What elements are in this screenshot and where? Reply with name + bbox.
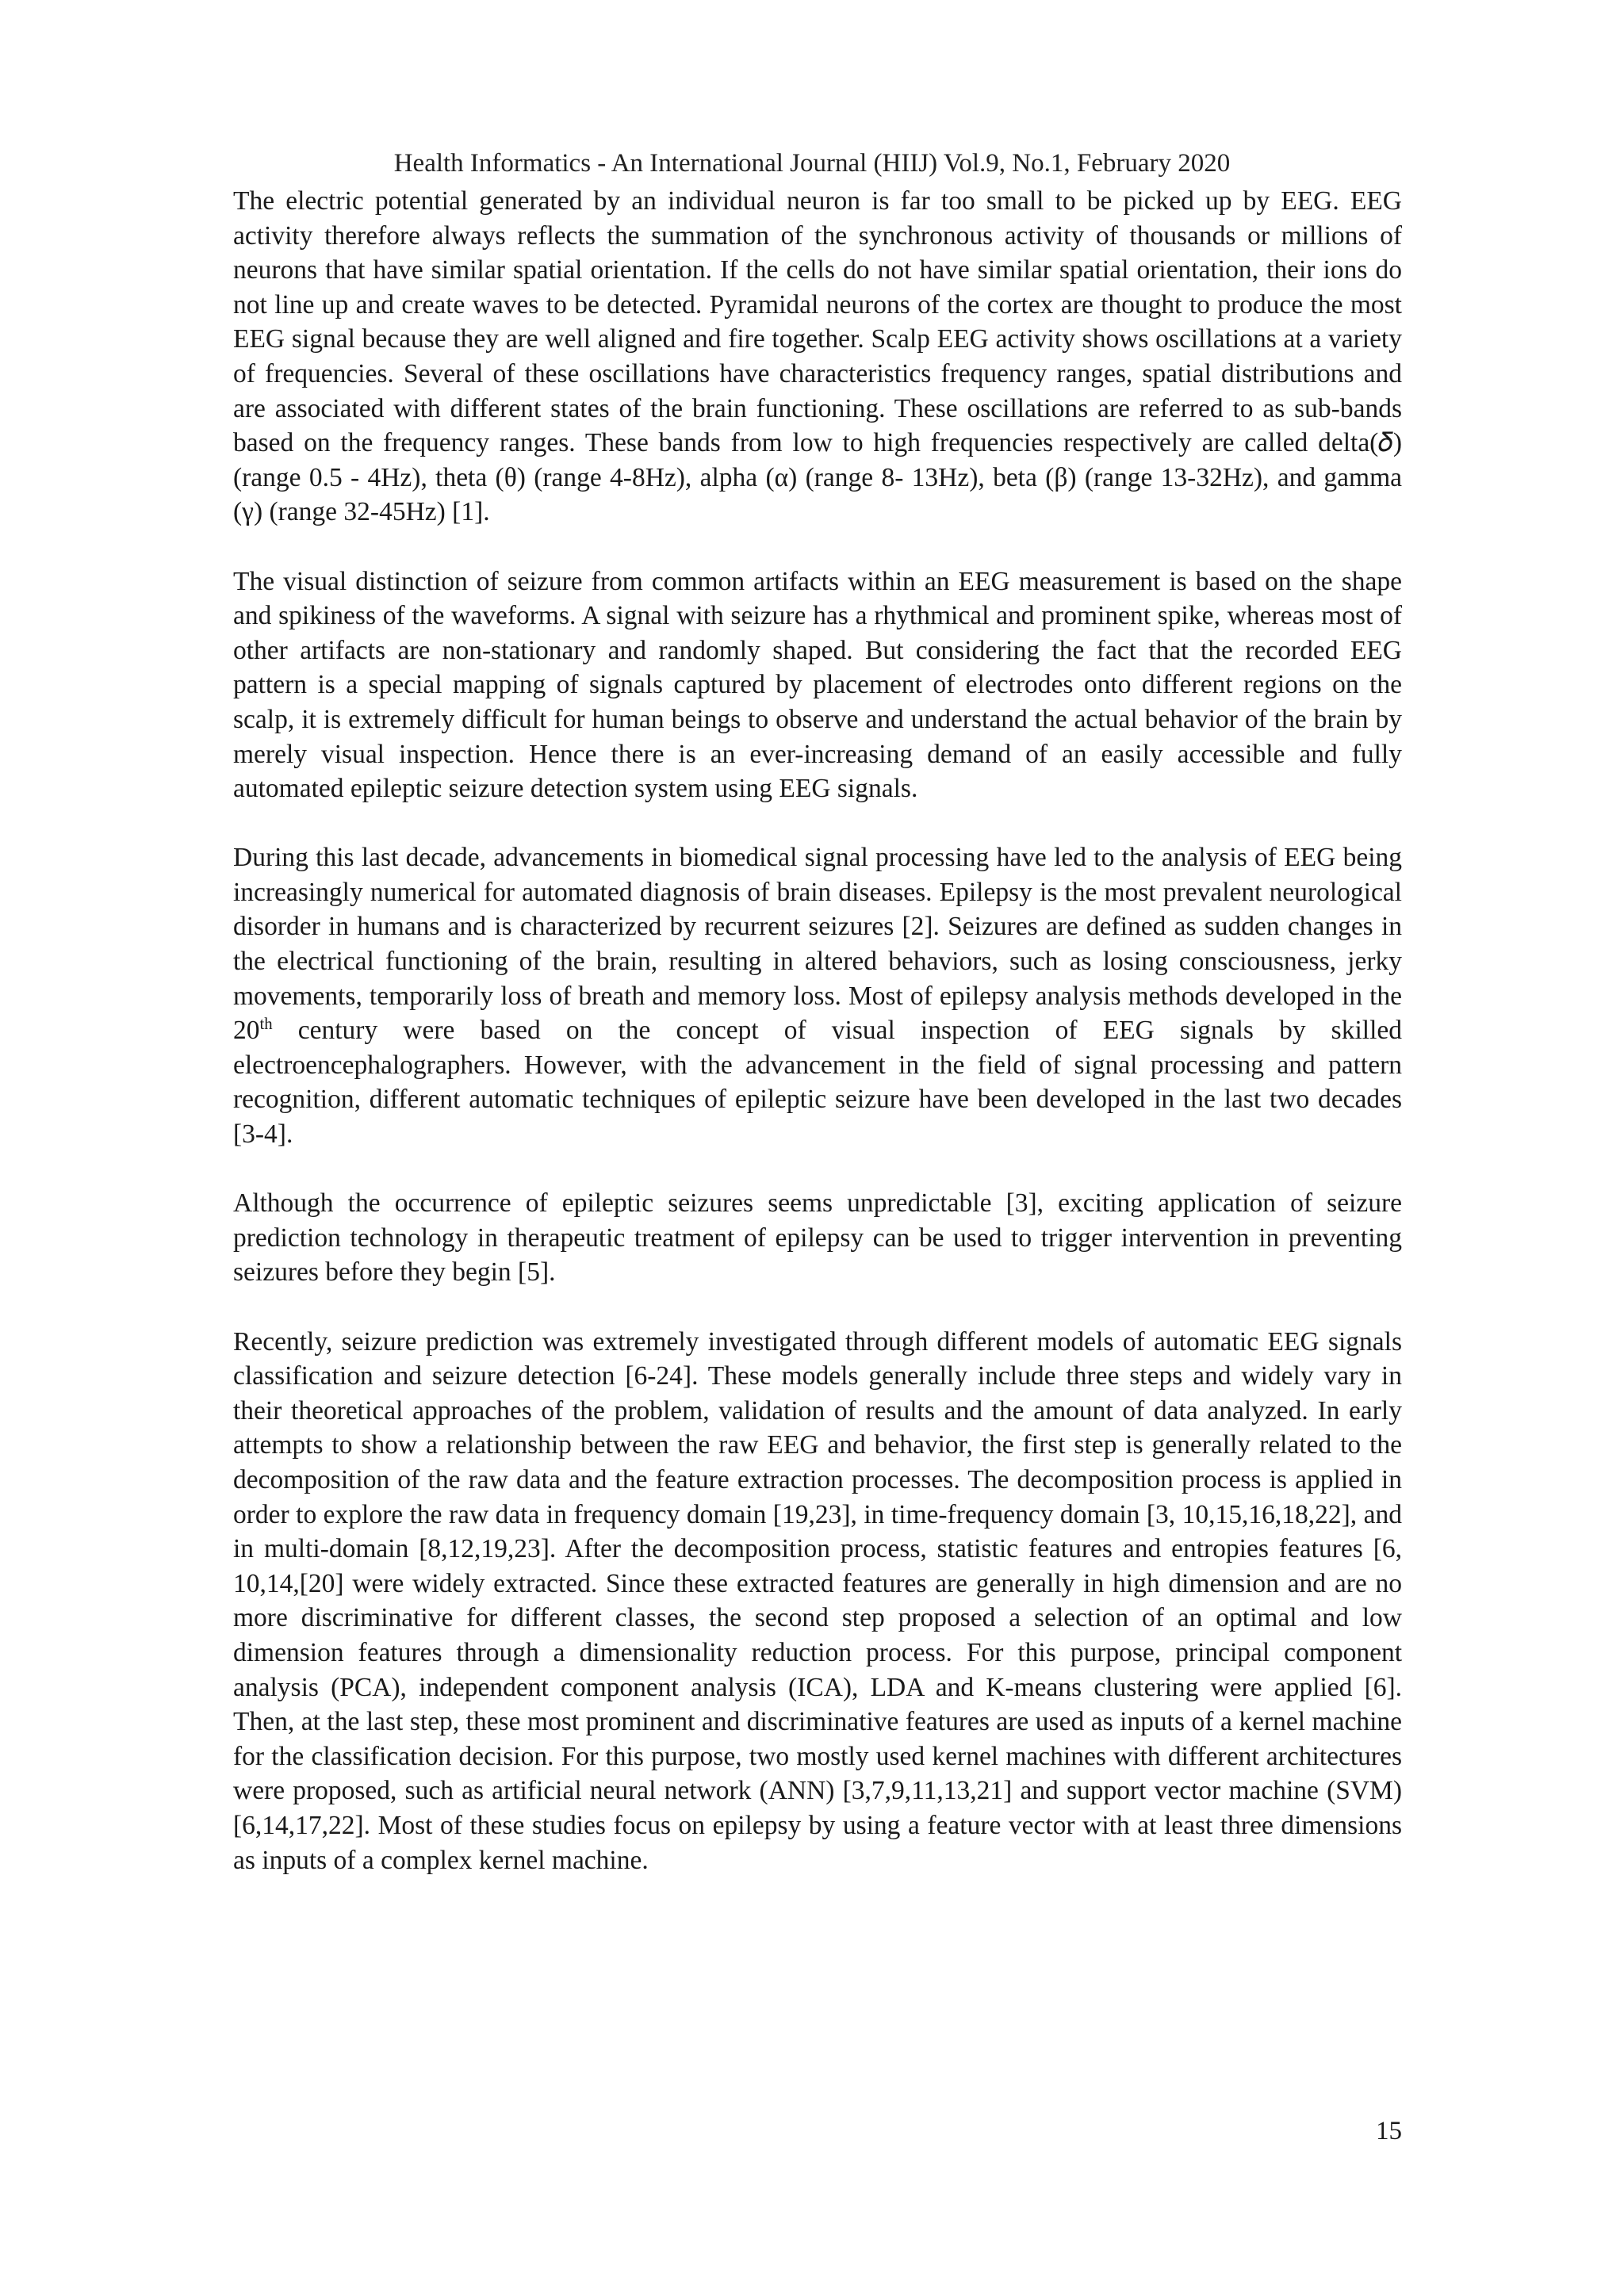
paragraph-eeg-bands: The electric potential generated by an individual neuron is far too small to be picked up by EEG. EEG activity therefore always reflects the summation of the synchronous activity of thousands or millions of neurons that have similar spatial orientation. If the cells do not have similar spatial orientation, their ions do not line up and create waves to be detected. Pyramidal neurons of the cortex are thought to produce the most EEG signal because they are well aligned and fire together. Scalp EEG activity shows oscillations at a variety of frequencies. Several of these oscillations have characteristics frequency ranges, spatial distributions and are associated with different states of the brain functioning. These oscillations are referred to as sub-bands based on the frequency ranges. These bands from low to high frequencies respectively are called delta(𝛿) (range 0.5 - 4Hz), theta (θ) (range 4-8Hz), alpha (α) (range 8- 13Hz), beta (β) (range 13-32Hz), and gamma (γ) (range 32-45Hz) [1].: [233, 186, 1402, 527]
running-header: Health Informatics - An International Journal (HIIJ) Vol.9, No.1, February 2020: [393, 149, 1231, 178]
article-body: [233, 184, 1402, 1912]
paragraph-seizure-distinction: The visual distinction of seizure from common artifacts within an EEG measurement is based on the shape and spikiness of the waveforms. A signal with seizure has a rhythmical and prominent spike, whereas most of other artifacts are non-stationary and randomly shaped. But considering the fact that the recorded EEG pattern is a special mapping of signals captured by placement of electrodes onto different regions on the scalp, it is extremely difficult for human beings to observe and understand the actual behavior of the brain by merely visual inspection. Hence there is an ever-increasing demand of an easily accessible and fully automated epileptic seizure detection system using EEG signals.: [233, 566, 1402, 804]
paragraph-recent-models: Recently, seizure prediction was extremely investigated through different models of automatic EEG signals classification and seizure detection [6-24]. These models generally include three steps and widely vary in their theoretical approaches of the problem, validation of results and the amount of data analyzed. In early attempts to show a relationship between the raw EEG and behavior, the first step is generally related to the decomposition of the raw data and the feature extraction processes. The decomposition process is applied in order to explore the raw data in frequency domain [19,23], in time-frequency domain [3, 10,15,16,18,22], and in multi-domain [8,12,19,23]. After the decomposition process, statistic features and entropies features [6, 10,14,[20] were widely extracted. Since these extracted features are generally in high dimension and are no more discriminative for different classes, the second step proposed a selection of an optimal and low dimension features through a dimensionality reduction process. For this purpose, principal component analysis (PCA), independent component analysis (ICA), LDA and K-means clustering were applied [6]. Then, at the last step, these most prominent and discriminative features are used as inputs of a kernel machine for the classification decision. For this purpose, two mostly used kernel machines with different architectures were proposed, such as artificial neural network (ANN) [3,7,9,11,13,21] and support vector machine (SVM) [6,14,17,22]. Most of these studies focus on epilepsy by using a feature vector with at least three dimensions as inputs of a complex kernel machine.: [233, 1326, 1402, 1875]
ordinal-superscript: th: [259, 1015, 273, 1034]
paragraph-last-decade: [233, 840, 1402, 1151]
paragraph-seizure-prediction: Although the occurrence of epileptic seizures seems unpredictable [3], exciting application of seizure prediction technology in therapeutic treatment of epilepsy can be used to trigger intervention in preventing seizures before they begin [5].: [233, 1188, 1402, 1288]
page-number: 15: [1376, 2117, 1402, 2145]
paragraph-last-decade-part1: During this last decade, advancements in biomedical signal processing have led to the analysis of EEG being increasingly numerical for automated diagnosis of brain diseases. Epilepsy is the most prevalent neurological disorder in humans and is characterized by recurrent seizures [2]. Seizures are defined as sudden changes in the electrical functioning of the brain, resulting in altered behaviors, such as losing consciousness, jerky movements, temporarily loss of breath and memory loss. Most of epilepsy analysis methods developed in the 20: [233, 843, 1402, 1046]
paragraph-last-decade-part2: century were based on the concept of visual inspection of EEG signals by skilled electroencephalographers. However, with the advancement in the field of signal processing and pattern recognition, different automatic techniques of epileptic seizure have been developed in the last two decades [3-4].: [233, 1016, 1402, 1150]
